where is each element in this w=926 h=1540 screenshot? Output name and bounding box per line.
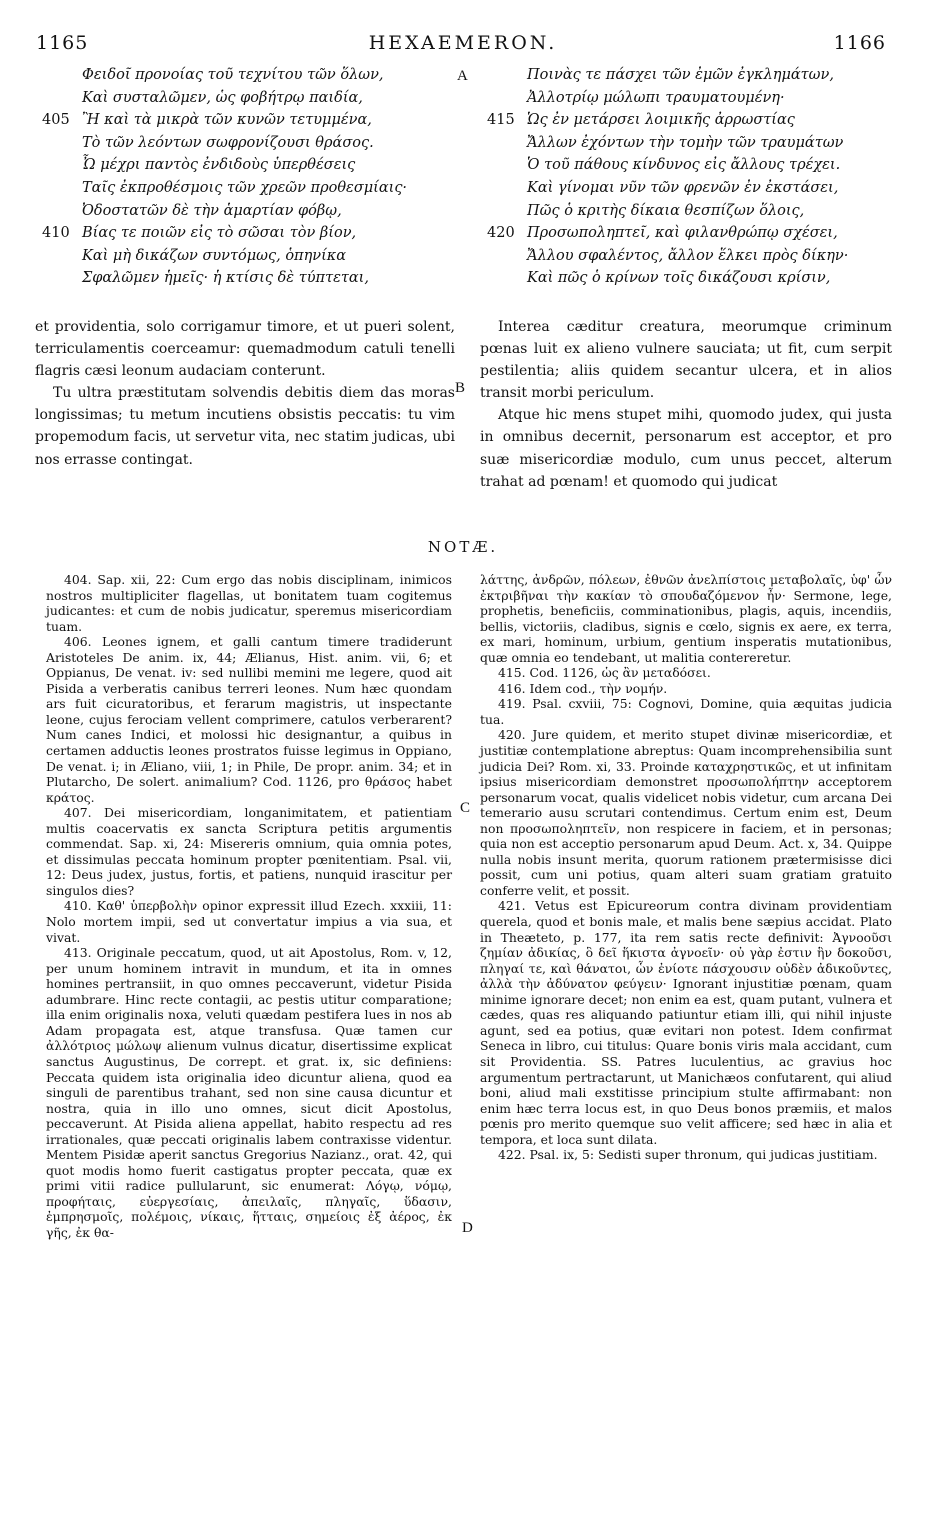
margin-marker-b: B bbox=[455, 380, 466, 396]
verse-text: Καὶ συσταλῶμεν, ὡς φοβήτρῳ παιδία, bbox=[82, 89, 363, 106]
note-paragraph: 407. Dei misericordiam, longanimitatem, et patientiam multis coacervatis ex sancta Scriptura petitis argumentis commendat. Sap. xi, 24: Misereris omnium, quia omnia potes, et dissimulas peccata hominum propter pœnitentiam. Psal. vii, 12: Deus judex, justus, fortis, et patiens, nunquid irascitur per singulos dies? bbox=[46, 805, 452, 898]
note-paragraph: 421. Vetus est Epicureorum contra divinam providentiam querela, quod et bonis male, et malis bene sæpius accidat. Plato in Theæteto, p. 177, ita rem satis recte definivit: Ἀγνοοῦσι ζημίαν ἀδικίας, ὃ δεῖ ἥκιστα ἀγνοεῖν· οὐ γὰρ ἐστιν ἣν δοκοῦσι, πληγαί τε, καὶ θάνατοι, ὧν ἐνίοτε πάσχουσιν οὐδὲν ἀδικοῦντες, ἀλλὰ τὴν ἀδύνατον φεύγειν· Ignorant injustitiæ pœnam, quam minime ignorare decet; non enim ea est, quam putant, vulnera et cædes, quas res aliquando patiuntur etiam illi, qui nihil injuste agunt, sed ea potius, quæ evitari non potest. Idem confirmat Seneca in libro, cui titulus: Quare bonis viris mala accidant, cum sit Providentia. SS. Patres luculentius, ac gravius hoc argumentum pertractarunt, ut Manichæos confutarent, qui aliud boni, aliud mali exstitisse principium stulte affirmabant: non enim hæc terra locus est, in quo Deus bonos præmiis, et malos pœnis pro merito quemque suo velit afficere; sed hæc in alia et tempora, et loca sunt dilata. bbox=[480, 898, 892, 1147]
latin-paragraph: Atque hic mens stupet mihi, quomodo judex, qui justa in omnibus decernit, personarum est acceptor, et pro suæ misericordiæ modulo, cum unus peccet, alterum trahat ad pœnam! et quomodo qui judicat bbox=[480, 407, 892, 490]
verse-line bbox=[42, 154, 462, 177]
line-number: 415 bbox=[487, 112, 515, 129]
verse-text: Σφαλῶμεν ἡμεῖς· ἡ κτίσις δὲ τύπτεται, bbox=[82, 270, 369, 287]
verse-line bbox=[42, 177, 462, 200]
page-number-right: 1166 bbox=[833, 32, 886, 54]
note-paragraph: 419. Psal. cxviii, 75: Cognovi, Domine, quia æquitas judicia tua. bbox=[480, 696, 892, 727]
notes-heading: NOTÆ. bbox=[427, 538, 499, 556]
verse-text: Ἄλλων ἐχόντων τὴν τομὴν τῶν τραυμάτων bbox=[527, 134, 844, 151]
line-number: 410 bbox=[42, 225, 70, 242]
latin-translation-left bbox=[35, 316, 455, 471]
verse-line bbox=[42, 87, 462, 110]
verse-text: Ὡς ἐν μετάρσει λοιμικῆς ἀρρωστίας bbox=[527, 112, 795, 129]
verse-line bbox=[42, 64, 462, 87]
note-paragraph: λάττης, ἀνδρῶν, πόλεων, ἐθνῶν ἀνελπίστοις μεταβολαῖς, ὑφ' ὧν ἐκτριβῆναι τὴν κακίαν τὸ σπουδαζόμενον ἦν· Sermone, lege, prophetis, beneficiis, comminationibus, plagis, aquis, incendiis, bellis, victoriis, cladibus, signis e cœlo, signis ex aere, ex terra, ex mari, hominum, urbium, gentium insperatis mutationibus, quæ omnia eo tendebant, ut malitia contereretur. bbox=[480, 572, 892, 665]
verse-line bbox=[487, 64, 907, 87]
note-paragraph: 413. Originale peccatum, quod, ut ait Apostolus, Rom. v, 12, per unum hominem intravit in mundum, et ita in omnes homines pertransiit, in quo omnes peccaverunt, videtur Pisida adumbrare. Hinc recte contagii, ac pestis utitur comparatione; illa enim originalis noxa, veluti quædam pestifera lues in nos ab Adam propagata est, atque transfusa. Quæ tamen cur ἀλλότριος μώλωψ alienum vulnus dicatur, disertissime explicat sanctus Augustinus, De corrept. et grat. ix, sic definiens: Peccata quidem ista originalia ideo dicuntur aliena, quod ea singuli de parentibus trahant, sed non sine causa dicuntur et nostra, quia in illo uno omnes, sicut dicit Apostolus, peccaverunt. At Pisida aliena appellat, habito respectu ad res irrationales, quæ peccati originalis labem contraxisse videntur. Mentem Pisidæ aperit sanctus Gregorius Nazianz., orat. 42, qui quot modis homo fuerit castigatus propter peccata, quæ ex primi vitii radice pullularunt, sic enumerat: Λόγῳ, νόμῳ, προφήταις, εὐεργεσίαις, ἀπειλαῖς, πληγαῖς, ὕδασιν, ἐμπρησμοῖς, πολέμοις, νίκαις, ἥτταις, σημείοις ἐξ ἀέρος, ἐκ γῆς, ἐκ θα- bbox=[46, 945, 452, 1240]
latin-paragraph: Interea cæditur creatura, meorumque criminum pœnas luit ex alieno vulnere sauciata; ut fit, cum serpit pestilentia; aliis quidem secantur ulcera, et in alios transit morbi periculum. bbox=[480, 319, 892, 402]
verse-text: Ποινὰς τε πάσχει τῶν ἐμῶν ἐγκλημάτων, bbox=[527, 67, 834, 83]
verse-line bbox=[487, 87, 907, 110]
note-paragraph: 415. Cod. 1126, ὡς ἂν μεταδόσει. bbox=[498, 665, 711, 681]
verse-line bbox=[487, 267, 907, 290]
verse-line bbox=[42, 267, 462, 290]
note-paragraph: 420. Jure quidem, et merito stupet divinæ misericordiæ, et justitiæ contemplatione abreptus: Quam incomprehensibilia sunt judicia Dei? Rom. xi, 33. Proinde καταχρηστικῶς, et ut infinitam ipsius misericordiam demonstret προσωπολήπτην acceptorem personarum vocat, qualis videlicet nobis videtur, cum arcana Dei temerario ausu scrutari contendimus. Certum enim est, Deum non προσωποληπτεῖν, non respicere in faciem, et in personas; quia non est acceptio personarum apud Deum. Act. x, 34. Quippe nulla nobis insunt merita, quorum rationem prætermisisse dici possit, cum uni potius, quam alteri suam gratiam gratuito conferre velit, et possit. bbox=[480, 727, 892, 898]
note-paragraph: 416. Idem cod., τὴν νομήν. bbox=[498, 680, 668, 696]
greek-verses-right bbox=[487, 64, 907, 290]
verse-text: Τὸ τῶν λεόντων σωφρονίζουσι θράσος. bbox=[82, 134, 374, 151]
page-number-left: 1165 bbox=[36, 32, 89, 54]
verse-text: Ὦ μέχρι παντὸς ἐνδιδοὺς ὑπερθέσεις bbox=[82, 157, 356, 174]
line-number: 405 bbox=[42, 112, 70, 129]
note-paragraph: 404. Sap. xii, 22: Cum ergo das nobis disciplinam, inimicos nostros multipliciter flagellas, ut bonitatem tuam cogitemus judicantes: et cum de nobis judicatur, speremus misericordiam tuam. bbox=[46, 572, 452, 634]
verse-text: Καὶ πῶς ὁ κρίνων τοῖς δικάζουσι κρίσιν, bbox=[527, 270, 831, 287]
verse-text: Ἢ καὶ τὰ μικρὰ τῶν κυνῶν τετυμμένα, bbox=[82, 112, 372, 129]
verse-line bbox=[487, 245, 907, 268]
margin-marker-d: D bbox=[462, 1220, 473, 1236]
verse-line bbox=[42, 222, 462, 245]
verse-text: Καὶ μὴ δικάζων συντόμως, ὁπηνίκα bbox=[82, 247, 347, 264]
latin-paragraph: Tu ultra præstitutam solvendis debitis diem das moras longissimas; tu metum incutiens obsistis peccatis: tu vim propemodum facis, ut servetur vita, nec statim judicas, ubi nos errasse contingat. bbox=[35, 385, 455, 468]
verse-line bbox=[42, 109, 462, 132]
verse-text: Ὀδοστατῶν δὲ τὴν ἁμαρτίαν φόβῳ, bbox=[82, 202, 342, 219]
notes-column-right bbox=[480, 572, 892, 1163]
verse-text: Βίας τε ποιῶν εἰς τὸ σῶσαι τὸν βίον, bbox=[82, 225, 357, 242]
verse-line bbox=[487, 154, 907, 177]
running-title: HEXAEMERON. bbox=[368, 32, 558, 54]
line-number: 420 bbox=[487, 225, 515, 242]
note-paragraph: 410. Καθ' ὑπερβολὴν opinor expressit illud Ezech. xxxiii, 11: Nolo mortem impii, sed ut convertatur impius a via sua, et vivat. bbox=[46, 898, 452, 945]
verse-line bbox=[42, 245, 462, 268]
page-header bbox=[0, 32, 926, 62]
notes-column-left bbox=[46, 572, 452, 1241]
verse-line bbox=[42, 200, 462, 223]
verse-line bbox=[487, 109, 907, 132]
verse-line bbox=[487, 222, 907, 245]
verse-text: Καὶ γίνομαι νῦν τῶν φρενῶν ἐν ἐκστάσει, bbox=[527, 179, 839, 196]
verse-text: Φειδοῖ προνοίας τοῦ τεχνίτου τῶν ὅλων, bbox=[82, 67, 384, 83]
verse-text: Ἄλλου σφαλέντος, ἄλλον ἕλκει πρὸς δίκην· bbox=[527, 247, 849, 264]
verse-text: Προσωποληπτεῖ, καὶ φιλανθρώπῳ σχέσει, bbox=[527, 225, 838, 242]
latin-paragraph: et providentia, solo corrigamur timore, et ut pueri solent, terriculamentis coerceamur: quemadmodum catuli tenelli flagris cæsi leonum audaciam conterunt. bbox=[35, 319, 455, 380]
verse-text: Ταῖς ἐκπροθέσμοις τῶν χρεῶν προθεσμίαις· bbox=[82, 179, 408, 196]
verse-text: Ἀλλοτρίῳ μώλωπι τραυματουμένη· bbox=[527, 89, 785, 106]
note-paragraph: 406. Leones ignem, et galli cantum timere tradiderunt Aristoteles De anim. ix, 44; Ælianus, Hist. anim. vii, 6; et Oppianus, De venat. iv: sed nullibi memini me legere, quod ait Pisida a verberatis canibus terreri leones. Num hæc quondam ars fuit cicuratoribus, et ferarum magistris, ut inspectante leone, cujus ferociam vellent comprimere, catulos verberarent? Num canes Indici, et molossi hic designantur, a quibus in certamen adductis leones prostratos fuisse legimus in Oppiano, De venat. i; in Æliano, viii, 1; in Phile, De propr. anim. 34; et in Plutarcho, De solert. animalium? Cod. 1126, pro θράσος habet κράτος. bbox=[46, 634, 452, 805]
verse-line bbox=[42, 132, 462, 155]
verse-line bbox=[487, 200, 907, 223]
verse-text: Ὁ τοῦ πάθους κίνδυνος εἰς ἄλλους τρέχει. bbox=[527, 157, 841, 174]
margin-marker-c: C bbox=[460, 800, 471, 816]
margin-marker-a: A bbox=[457, 68, 468, 84]
greek-verses-left bbox=[42, 64, 462, 290]
verse-text: Πῶς ὁ κριτὴς δίκαια θεσπίζων ὅλοις, bbox=[527, 202, 805, 219]
verse-line bbox=[487, 132, 907, 155]
note-paragraph: 422. Psal. ix, 5: Sedisti super thronum, qui judicas justitiam. bbox=[498, 1147, 878, 1163]
verse-line bbox=[487, 177, 907, 200]
latin-translation-right bbox=[480, 316, 892, 493]
